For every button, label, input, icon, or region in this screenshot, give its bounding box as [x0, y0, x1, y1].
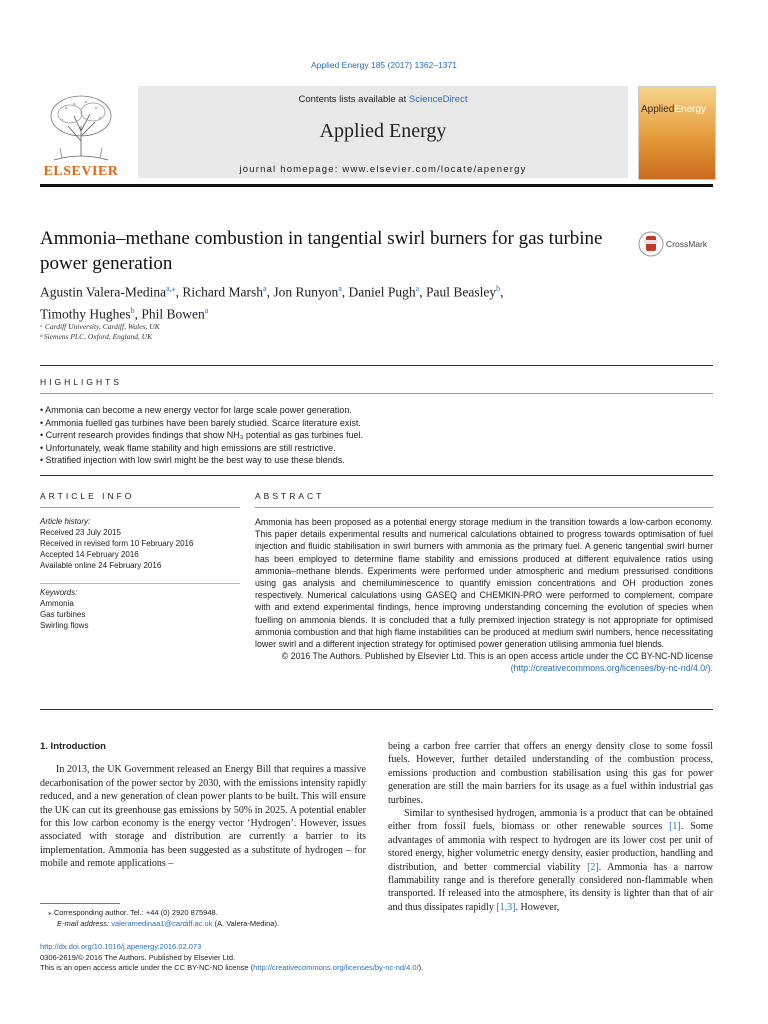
author-name[interactable]: Agustin Valera-Medina — [40, 284, 167, 300]
intro-paragraph-2: Similar to synthesised hydrogen, ammonia is a product that can be obtained either from fossil fuels, biomass or other renewable sources [1]. Some advantages of ammonia with respect to hydrogen are its lower cost per unit of stored energy, higher volumetric energy density, easier production, handling and distribution, and better commercial viability [2]. Ammonia has a narrow flammability range and is therefore generally considered non-flammable when transported. If released into the atmosphere, its density is lighter than that of air and thus dissipates rapidly [1,3]. However, — [388, 808, 713, 913]
abstract-heading: ABSTRACT — [255, 491, 325, 501]
author-separator: , — [341, 284, 349, 300]
author-affiliation-marker[interactable]: a — [338, 284, 342, 293]
history-revised: Received in revised form 10 February 2016 — [40, 539, 194, 548]
author-name[interactable]: Timothy Hughes — [40, 306, 131, 321]
cc-license-link[interactable]: http://creativecommons.org/licenses/by-nc-nd/4.0/ — [253, 963, 419, 972]
crossmark-badge[interactable] — [638, 231, 716, 257]
history-received: Received 23 July 2015 — [40, 528, 121, 537]
contents-line — [138, 94, 628, 105]
highlight-item: • Current research provides findings that show NH₃ potential as gas turbines fuel. — [40, 429, 720, 442]
author-affiliation-marker[interactable]: a,⁎ — [166, 284, 176, 293]
elsevier-wordmark: ELSEVIER — [43, 164, 119, 179]
footnote-rule — [40, 903, 120, 904]
section-heading: 1. Introduction — [40, 741, 106, 752]
journal-title: Applied Energy — [319, 120, 447, 142]
reference-link[interactable]: [2] — [587, 861, 599, 873]
highlight-item: • Ammonia fuelled gas turbines have been barely studied. Scarce literature exist. — [40, 417, 720, 430]
author-name[interactable]: Phil Bowen — [141, 306, 205, 321]
author-name[interactable]: Paul Beasley — [425, 284, 497, 300]
history-online: Available online 24 February 2016 — [40, 561, 162, 570]
keyword: Swirling flows — [40, 621, 89, 630]
author-separator: , — [500, 284, 504, 300]
affiliation-b: ᵇ Siemens PLC, Oxford, England, UK — [40, 332, 153, 341]
abstract-text: Ammonia has been proposed as a potential energy storage medium in the transition towards a low-carbon economy. This paper details experimental results and numerical calculations obtained to progress towards optimisation of fuel injection and fluidic stabilisation in swirl burners with ammonia as the primary fuel. A generic tangential swirl burner has been employed to determine flame stability and emissions produced at different equivalence ratios using ammonia–methane blends. Experiments were performed under atmospheric and medium pressurised conditions using gas analysis and chemiluminescence to quantify emission concentrations and OH production zones respectively. Numerical calculations using GASEQ and CHEMKIN-PRO were performed to complement, compare with and extend experimental findings, hence improving understanding concerning the evolution of species when fuelling on ammonia blends. It is concluded that a fully premixed injection strategy is not appropriate for optimised ammonia combustion and that high flame instabilities can be produced at medium swirl numbers, hence necessitating lower swirl and a different injection strategy for optimised power generation utilising ammonia fuel blends. — [255, 517, 713, 650]
article-history-caption: Article history: — [40, 517, 91, 526]
intro-paragraph: In 2013, the UK Government released an Energy Bill that requires a massive decarbonisation of the power sector by 2030, with the emissions intensity rapidly reduced, and a new generation of clean power plants to be built. This will ensure the UK can cut its greenhouse gas emissions by 50% in 2025. A potential enabler for this low carbon economy is the energy vector ‘Hydrogen’. However, issues associated with storage and distribution are currently a barrier to its implementation. Ammonia has been suggested as a substitute of hydrogen – for mobile and remote applications – — [40, 764, 366, 870]
journal-homepage[interactable]: journal homepage: www.elsevier.com/locate/apenergy — [239, 164, 527, 175]
affiliation-a: ᵃ Cardiff University, Cardiff, Wales, UK — [40, 322, 160, 331]
article-info-rule — [40, 507, 240, 508]
highlight-item: • Unfortunately, weak flame stability and high emissions are still restrictive. — [40, 442, 720, 455]
author-affiliation-marker[interactable]: a — [415, 284, 420, 293]
article-title: Ammonia–methane combustion in tangential swirl burners for gas turbine power generation — [40, 228, 603, 274]
highlights-top-rule — [40, 365, 713, 366]
author-list — [40, 280, 660, 323]
author-affiliation-marker[interactable]: a — [204, 305, 209, 315]
email-link[interactable]: valeramedinaa1@cardiff.ac.uk — [111, 918, 213, 928]
author-affiliation-marker[interactable]: a — [263, 284, 267, 293]
author-name[interactable]: Daniel Pugh — [348, 284, 416, 300]
highlight-item: • Stratified injection with low swirl might be the best way to use these blends. — [40, 454, 720, 467]
keywords-rule — [40, 583, 240, 584]
author-affiliation-marker[interactable]: b — [130, 305, 135, 315]
highlight-item: • Ammonia can become a new energy vector for large scale power generation. — [40, 404, 720, 417]
keyword: Gas turbines — [40, 610, 86, 619]
keywords-block — [40, 587, 240, 631]
abstract-copyright: © 2016 The Authors. Published by Elsevier Ltd. This is an open access article under the CC BY-NC-ND license — [281, 651, 713, 662]
footnote: ⁎ Corresponding author. Tel.: +44 (0) 2920 875948. E-mail address: valeramedinaa1@cardiff.ac.uk (A. Valera-Medina). — [48, 908, 378, 929]
intro-paragraph-cont: being a carbon free carrier that offers an energy density close to some fossil fuels. However, further detailed understanding of the combustion process, emissions production and combustion stabilisation using this gas for power generation are still the main barriers for its usage as a fuel within industrial gas turbines. — [388, 741, 713, 806]
journal-citation-link[interactable]: Applied Energy 185 (2017) 1362–1371 — [310, 60, 458, 70]
abstract-bottom-rule — [40, 709, 713, 710]
author-name[interactable]: Richard Marsh — [182, 284, 264, 300]
keywords-caption: Keywords: — [40, 588, 78, 597]
article-footer — [40, 942, 740, 974]
abstract-rule — [255, 507, 713, 508]
crossmark-label: CrossMark — [666, 239, 708, 249]
author-name[interactable]: Jon Runyon — [273, 284, 339, 300]
open-access-line: This is an open access article under the CC BY-NC-ND license (http://creativecommons.org/licenses/by-nc-nd/4.0/). — [40, 963, 424, 972]
highlights-list — [40, 404, 720, 467]
journal-cover-image[interactable] — [638, 86, 716, 180]
corresponding-author: ⁎ Corresponding author. Tel.: +44 (0) 2920 875948. — [48, 908, 218, 917]
highlights-rule — [40, 393, 713, 394]
article-info-heading: ARTICLE INFO — [40, 491, 135, 501]
header-rule — [40, 184, 713, 187]
reference-link[interactable]: [1] — [669, 821, 681, 833]
author-affiliation-marker[interactable]: b — [496, 284, 501, 293]
article-history — [40, 516, 240, 571]
journal-cover-title: AppliedEnergy — [641, 104, 707, 115]
sciencedirect-link[interactable]: ScienceDirect — [408, 94, 468, 105]
body-right-column — [388, 740, 713, 914]
reference-link[interactable]: [1,3] — [496, 901, 516, 913]
keyword: Ammonia — [40, 599, 74, 608]
contents-prefix: Contents lists available at — [298, 94, 409, 105]
highlights-heading: HIGHLIGHTS — [40, 377, 122, 387]
author-separator: , — [266, 284, 274, 300]
author-separator: , — [175, 284, 183, 300]
body-left-column — [40, 740, 366, 871]
doi-link[interactable]: http://dx.doi.org/10.1016/j.apenergy.2016.02.073 — [40, 942, 202, 951]
highlights-bottom-rule — [40, 475, 713, 476]
license-link[interactable]: (http://creativecommons.org/licenses/by-nc-nd/4.0/). — [510, 663, 713, 674]
issn-line: 0306-2619/© 2016 The Authors. Published by Elsevier Ltd. — [40, 952, 236, 962]
abstract-body — [255, 516, 713, 675]
author-separator: , — [134, 306, 142, 321]
history-accepted: Accepted 14 February 2016 — [40, 550, 139, 559]
affiliations — [40, 322, 440, 342]
author-separator: , — [419, 284, 426, 300]
